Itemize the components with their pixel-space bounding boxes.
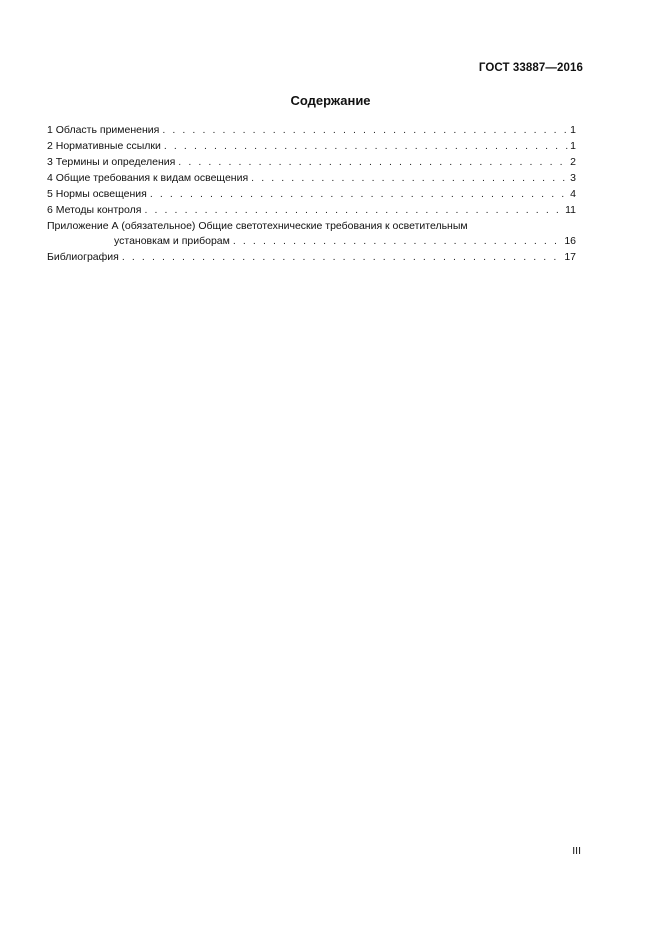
toc-entry-label: 5 Нормы освещения [47,188,147,200]
toc-entry-label: 1 Область применения [47,124,160,136]
toc-entry-page: 1 [570,124,576,136]
toc-entry-label: 2 Нормативные ссылки [47,140,161,152]
toc-entry-label-line2: установкам и приборам [114,235,230,247]
toc-entry[interactable] [47,187,576,203]
toc-entry[interactable] [47,203,576,219]
table-of-contents [47,123,576,266]
toc-entry-page: 11 [565,204,576,216]
toc-entry[interactable] [47,139,576,155]
toc-title: Содержание [290,93,371,108]
toc-entry-label-line1: Приложение А (обязательное) Общие светотехнические требования к осветительным [47,220,468,232]
toc-entry-label: 4 Общие требования к видам освещения [47,172,249,184]
toc-leader-dots [122,250,562,266]
toc-entry-appendix[interactable] [47,219,576,250]
toc-leader-dots [251,171,568,187]
toc-entry-page: 1 [570,140,576,152]
toc-entry-page: 17 [564,251,576,263]
toc-leader-dots [164,139,568,155]
toc-entry-page: 3 [570,172,576,184]
toc-leader-dots [233,234,562,250]
toc-entry-label: 6 Методы контроля [47,204,142,216]
toc-entry-page: 4 [570,188,576,200]
toc-entry-label: Библиография [47,251,119,263]
toc-entry-page: 2 [570,156,576,168]
toc-entry[interactable] [47,123,576,139]
standard-code: ГОСТ 33887—2016 [478,62,583,74]
toc-leader-dots [178,155,568,171]
toc-entry[interactable] [47,171,576,187]
toc-entry[interactable] [47,155,576,171]
toc-entry-label: 3 Термины и определения [47,156,176,168]
page-number: III [572,845,581,857]
toc-leader-dots [144,203,563,219]
toc-leader-dots [162,123,568,139]
toc-entry-page: 16 [564,235,576,247]
toc-leader-dots [150,187,568,203]
toc-entry[interactable] [47,250,576,266]
